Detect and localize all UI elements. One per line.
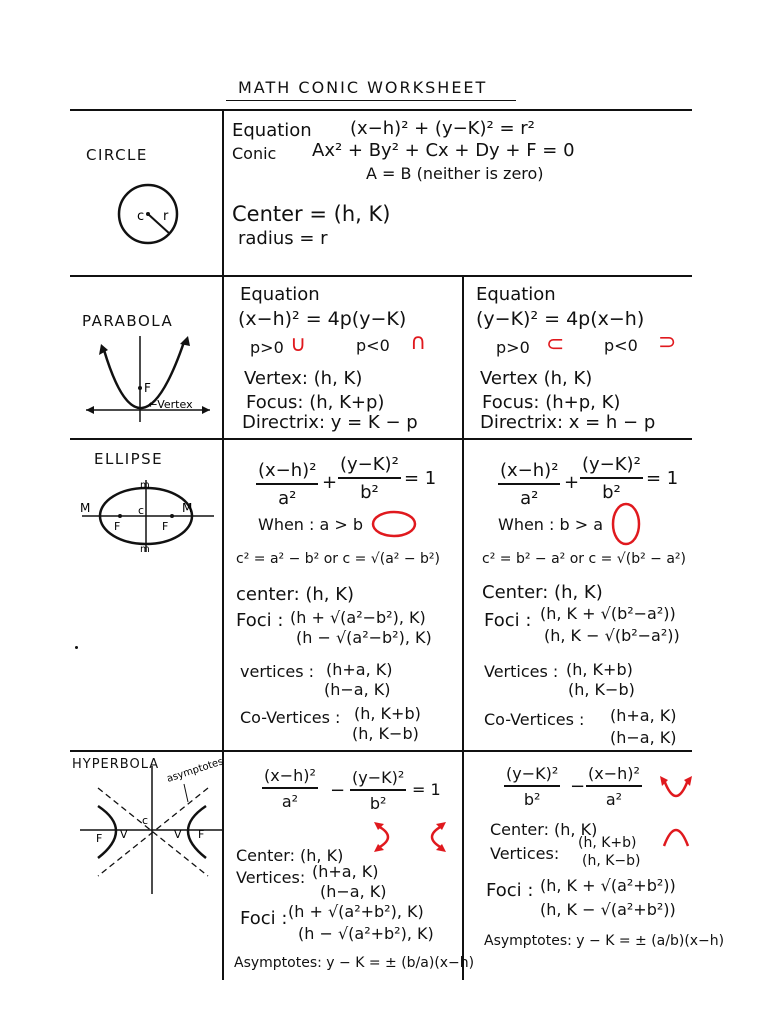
- ellipse-right-covertices-label: Co-Vertices :: [484, 710, 585, 729]
- hyperbola-focus-left-label: F: [96, 832, 103, 845]
- hyperbola-right-red-branches: [656, 772, 696, 852]
- grid-line-row2: [70, 438, 692, 440]
- parabola-arrow-left: [99, 344, 108, 355]
- ellipse-left-foci2: (h − √(a²−b²), K): [296, 628, 432, 647]
- hyperbola-right-den1: b²: [523, 790, 541, 809]
- ellipse-right-cov2: (h−a, K): [610, 728, 677, 747]
- ellipse-right-vertical-shape: [608, 500, 644, 548]
- hyperbola-vertex-left-label: V: [120, 828, 128, 841]
- parabola-right-focus: Focus: (h+p, K): [482, 392, 621, 413]
- hyperbola-right-asymptotes: Asymptotes: y − K = ± (a/b)(x−h): [484, 933, 725, 949]
- ellipse-left-frac2: [338, 454, 401, 503]
- parabola-left-p-pos: p>0: [250, 338, 284, 357]
- parabola-vertex-label: ←Vertex: [148, 398, 193, 411]
- ellipse-left-den1: a²: [278, 488, 297, 509]
- ellipse-left-num2: (y−K)²: [338, 454, 401, 479]
- hyperbola-left-vert1: (h+a, K): [312, 862, 379, 881]
- ellipse-left-num1: (x−h)²: [256, 460, 318, 485]
- ellipse-right-den1: a²: [520, 488, 539, 509]
- parabola-right-opens-right: ⊂: [546, 332, 565, 357]
- hyperbola-asymptotes-pointer: [184, 784, 188, 802]
- parabola-left-opens-down: ∩: [410, 330, 427, 355]
- parabola-diagram: [84, 330, 214, 425]
- parabola-left-opens-up: ∪: [290, 332, 307, 357]
- circle-diagram: [115, 180, 195, 260]
- title-underline: [226, 100, 516, 101]
- grid-line-top: [70, 109, 692, 111]
- hyperbola-left-red-branches: [372, 818, 448, 856]
- hyperbola-left-num1: (x−h)²: [262, 766, 318, 789]
- hyperbola-asymptotes-label: asymptotes: [165, 756, 225, 785]
- hyperbola-right-foci-label: Foci :: [486, 880, 534, 901]
- ellipse-left-equals: = 1: [404, 468, 437, 489]
- hyperbola-left-center: Center: (h, K): [236, 846, 344, 865]
- ellipse-right-frac2: [580, 454, 643, 503]
- parabola-left-equation: (x−h)² = 4p(y−K): [238, 308, 407, 330]
- ellipse-focus-right-label: F: [162, 520, 169, 533]
- grid-line-col2: [462, 276, 464, 750]
- hyperbola-right-num1: (y−K)²: [504, 764, 560, 787]
- ellipse-left-foci1: (h + √(a²−b²), K): [290, 608, 426, 627]
- hyperbola-vertex-right-label: V: [174, 828, 182, 841]
- hyperbola-right-vert2: (h, K−b): [582, 853, 641, 869]
- parabola-left-equation-label: Equation: [240, 284, 320, 305]
- circle-center: Center = (h, K): [232, 202, 391, 226]
- hyperbola-right-minus: −: [570, 776, 586, 797]
- parabola-x-axis-arrow-left: [86, 406, 94, 414]
- hyperbola-right-frac1: [504, 764, 560, 809]
- ellipse-right-vert1: (h, K+b): [566, 660, 633, 679]
- parabola-arrow-right: [180, 336, 190, 346]
- hyperbola-right-num2: (x−h)²: [586, 764, 642, 787]
- parabola-x-axis-arrow-right: [202, 406, 210, 414]
- ellipse-right-foci1: (h, K + √(b²−a²)): [540, 604, 676, 623]
- hyperbola-left-frac2: [350, 768, 406, 813]
- ellipse-right-foci2: (h, K − √(b²−a²)): [544, 626, 680, 645]
- ellipse-left-frac1: [256, 460, 318, 509]
- circle-conic-label: Conic: [232, 144, 277, 163]
- circle-center-dot: [146, 212, 150, 216]
- hyperbola-left-num2: (y−K)²: [350, 768, 406, 791]
- hyperbola-left-vert2: (h−a, K): [320, 882, 387, 901]
- circle-radius-label: r: [163, 209, 169, 224]
- ellipse-right-num2: (y−K)²: [580, 454, 643, 479]
- hyperbola-right-vert1: (h, K+b): [578, 835, 637, 851]
- hyperbola-left-asymptotes: Asymptotes: y − K = ± (b/a)(x−h): [234, 955, 475, 971]
- ellipse-left-center: center: (h, K): [236, 584, 355, 605]
- parabola-left-focus: Focus: (h, K+p): [246, 392, 385, 413]
- grid-line-col2b: [462, 752, 464, 980]
- ellipse-right-cov1: (h+a, K): [610, 706, 677, 725]
- circle-center-label: c: [137, 209, 145, 224]
- hyperbola-center-label: c: [142, 814, 149, 827]
- ellipse-left-plus: +: [322, 472, 338, 493]
- ellipse-right-num1: (x−h)²: [498, 460, 560, 485]
- ellipse-right-plus: +: [564, 472, 580, 493]
- hyperbola-right-foci1: (h, K + √(a²+b²)): [540, 876, 676, 895]
- grid-line-row1: [70, 275, 692, 277]
- parabola-left-vertex: Vertex: (h, K): [244, 368, 363, 389]
- ellipse-left-den2: b²: [360, 482, 379, 503]
- ellipse-left-covertices-label: Co-Vertices :: [240, 708, 341, 727]
- parabola-left-directrix: Directrix: y = K − p: [242, 412, 418, 433]
- ellipse-center-label: c: [138, 504, 145, 517]
- hyperbola-left-den2: b²: [369, 794, 387, 813]
- parabola-right-opens-left: ⊃: [658, 330, 677, 355]
- ellipse-left-foci-label: Foci :: [236, 610, 284, 631]
- worksheet-title: MATH CONIC WORKSHEET: [238, 78, 488, 97]
- ellipse-left-vert1: (h+a, K): [326, 660, 393, 679]
- ellipse-right-equals: = 1: [646, 468, 679, 489]
- circle-equation-label: Equation: [232, 120, 312, 141]
- hyperbola-label: HYPERBOLA: [72, 757, 160, 772]
- circle-radius: radius = r: [238, 228, 328, 249]
- parabola-focus-label: F: [144, 381, 151, 395]
- ellipse-left-when: When : a > b: [258, 515, 364, 534]
- ellipse-left-cov1: (h, K+b): [354, 704, 421, 723]
- hyperbola-right-den2: a²: [605, 790, 623, 809]
- hyperbola-left-foci1: (h + √(a²+b²), K): [288, 902, 424, 921]
- ellipse-major-left-label: M: [80, 501, 91, 515]
- parabola-left-p-neg: p<0: [356, 336, 390, 355]
- grid-line-row3: [70, 750, 692, 752]
- hyperbola-right-vertices-label: Vertices:: [490, 844, 560, 863]
- hyperbola-left-foci-label: Foci :: [240, 908, 288, 929]
- ellipse-right-frac1: [498, 460, 560, 509]
- hyperbola-left-frac1: [262, 766, 318, 811]
- ellipse-label: ELLIPSE: [94, 450, 164, 468]
- parabola-right-directrix: Directrix: x = h − p: [480, 412, 656, 433]
- ellipse-left-vert2: (h−a, K): [324, 680, 391, 699]
- circle-label: CIRCLE: [86, 146, 148, 164]
- hyperbola-left-equals: = 1: [412, 780, 441, 799]
- ellipse-left-vertices-label: vertices :: [240, 662, 315, 681]
- stray-dot: [75, 646, 78, 649]
- parabola-right-vertex: Vertex (h, K): [480, 368, 593, 389]
- ellipse-right-vert2: (h, K−b): [568, 680, 635, 699]
- circle-condition: A = B (neither is zero): [366, 164, 544, 183]
- ellipse-minor-top-label: m: [140, 480, 150, 491]
- ellipse-focus-left-label: F: [114, 520, 121, 533]
- hyperbola-diagram: [76, 758, 226, 898]
- ellipse-focus-right-dot: [170, 514, 174, 518]
- ellipse-major-right-label: M: [182, 501, 193, 515]
- hyperbola-left-foci2: (h − √(a²+b²), K): [298, 924, 434, 943]
- ellipse-right-den2: b²: [602, 482, 621, 503]
- ellipse-right-foci-label: Foci :: [484, 610, 532, 631]
- circle-equation: (x−h)² + (y−K)² = r²: [350, 118, 535, 139]
- hyperbola-left-vertices-label: Vertices:: [236, 868, 306, 887]
- ellipse-right-when: When : b > a: [498, 515, 604, 534]
- parabola-right-equation-label: Equation: [476, 284, 556, 305]
- parabola-label: PARABOLA: [82, 312, 174, 330]
- ellipse-left-horizontal-shape: [370, 510, 420, 540]
- ellipse-diagram: [78, 476, 218, 556]
- ellipse-focus-left-dot: [118, 514, 122, 518]
- hyperbola-right-frac2: [586, 764, 642, 809]
- ellipse-right-c-relation: c² = b² − a² or c = √(b² − a²): [482, 551, 686, 567]
- ellipse-right-center: Center: (h, K): [482, 582, 603, 603]
- hyperbola-left-minus: −: [330, 780, 346, 801]
- hyperbola-right-center: Center: (h, K): [490, 820, 598, 839]
- parabola-focus-dot: [138, 386, 142, 390]
- hyperbola-left-den1: a²: [281, 792, 299, 811]
- ellipse-left-c-relation: c² = a² − b² or c = √(a² − b²): [236, 551, 440, 567]
- hyperbola-right-foci2: (h, K − √(a²+b²)): [540, 900, 676, 919]
- hyperbola-focus-right-label: F: [198, 828, 205, 841]
- circle-conic: Ax² + By² + Cx + Dy + F = 0: [312, 140, 575, 161]
- parabola-right-p-pos: p>0: [496, 338, 530, 357]
- ellipse-left-cov2: (h, K−b): [352, 724, 419, 743]
- parabola-right-p-neg: p<0: [604, 336, 638, 355]
- ellipse-right-vertices-label: Vertices :: [484, 662, 559, 681]
- ellipse-minor-bottom-label: m: [140, 544, 150, 555]
- parabola-right-equation: (y−K)² = 4p(x−h): [476, 308, 645, 330]
